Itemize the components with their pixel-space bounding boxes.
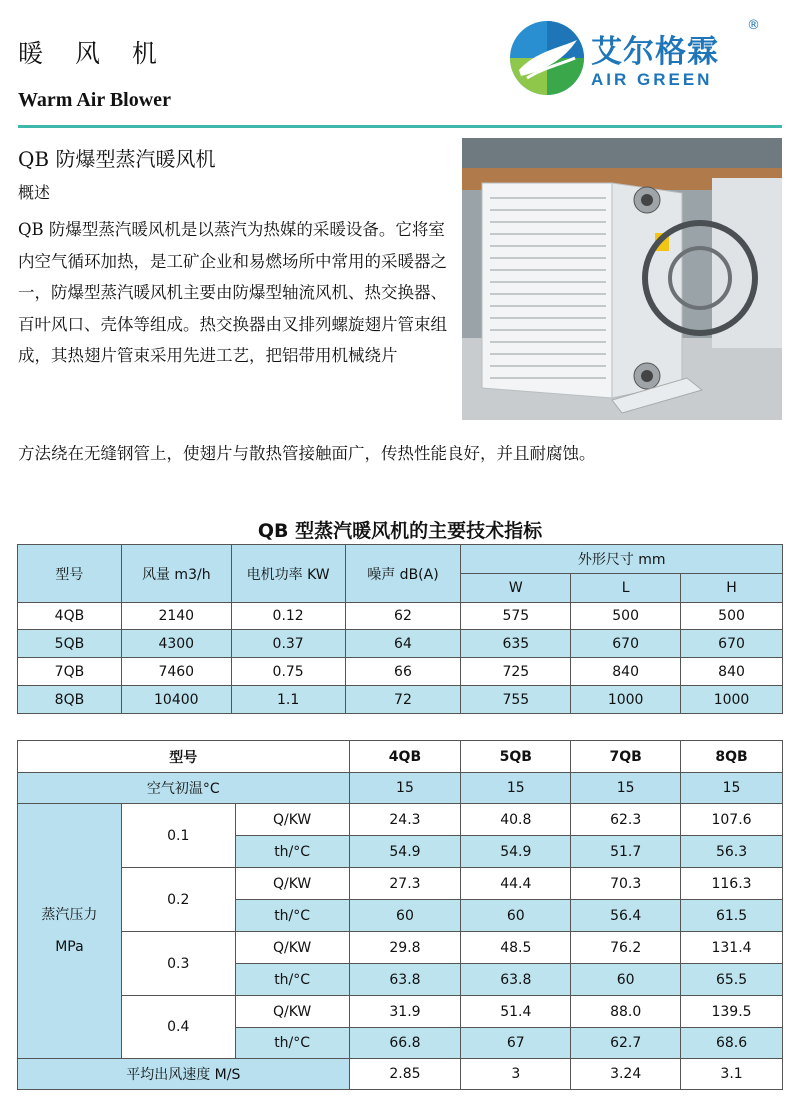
- q-label: Q/KW: [235, 996, 349, 1028]
- cell-l: 500: [571, 603, 681, 630]
- init-temp-label: 空气初温°C: [18, 773, 350, 804]
- q-value: 131.4: [681, 932, 783, 964]
- cell-power: 1.1: [231, 686, 345, 714]
- table-row: [18, 686, 783, 714]
- col-h: H: [681, 574, 783, 603]
- th-value: 68.6: [681, 1028, 783, 1059]
- th-value: 63.8: [461, 964, 571, 996]
- cell-power: 0.75: [231, 658, 345, 686]
- brand-logo: [507, 16, 779, 102]
- col-dims: 外形尺寸 mm: [461, 545, 783, 574]
- col-noise: 噪声 dB(A): [345, 545, 461, 603]
- page-title-en: Warm Air Blower: [18, 89, 171, 111]
- spec-table: [17, 544, 783, 714]
- cell-power: 0.37: [231, 630, 345, 658]
- th-label: th/°C: [235, 836, 349, 868]
- q-value: 76.2: [571, 932, 681, 964]
- table-row: [18, 868, 783, 900]
- perf-model: 5QB: [461, 741, 571, 773]
- th-value: 66.8: [349, 1028, 461, 1059]
- velocity-value: 3: [461, 1059, 571, 1090]
- logo-text-cn: 艾尔格霖: [591, 34, 719, 70]
- cell-h: 840: [681, 658, 783, 686]
- page-title-cn: 暖 风 机: [18, 39, 169, 68]
- cell-model: 7QB: [18, 658, 122, 686]
- init-temp-value: 15: [681, 773, 783, 804]
- q-value: 139.5: [681, 996, 783, 1028]
- q-value: 70.3: [571, 868, 681, 900]
- table-row: [18, 630, 783, 658]
- product-description-tail: 方法绕在无缝钢管上，使翅片与散热管接触面广，传热性能良好，并且耐腐蚀。: [18, 444, 596, 463]
- perf-model: 8QB: [681, 741, 783, 773]
- cell-l: 840: [571, 658, 681, 686]
- pressure-value: 0.1: [121, 804, 235, 868]
- q-value: 51.4: [461, 996, 571, 1028]
- pressure-value: 0.3: [121, 932, 235, 996]
- logo-text-en: AIR GREEN: [591, 70, 713, 89]
- steam-label: 蒸汽压力: [41, 907, 98, 923]
- th-value: 60: [461, 900, 571, 932]
- th-value: 65.5: [681, 964, 783, 996]
- cell-airflow: 7460: [121, 658, 231, 686]
- steam-pressure-label: [18, 804, 122, 1059]
- th-value: 51.7: [571, 836, 681, 868]
- th-value: 54.9: [461, 836, 571, 868]
- cell-w: 725: [461, 658, 571, 686]
- table-row: [18, 804, 783, 836]
- q-value: 62.3: [571, 804, 681, 836]
- cell-w: 755: [461, 686, 571, 714]
- col-w: W: [461, 574, 571, 603]
- q-value: 29.8: [349, 932, 461, 964]
- q-label: Q/KW: [235, 932, 349, 964]
- col-airflow: 风量 m3/h: [121, 545, 231, 603]
- th-label: th/°C: [235, 964, 349, 996]
- q-value: 116.3: [681, 868, 783, 900]
- q-value: 24.3: [349, 804, 461, 836]
- q-value: 107.6: [681, 804, 783, 836]
- product-photo: [462, 138, 782, 420]
- init-temp-value: 15: [571, 773, 681, 804]
- velocity-value: 2.85: [349, 1059, 461, 1090]
- registered-mark: ®: [747, 18, 760, 33]
- header-divider: [18, 125, 782, 128]
- th-value: 60: [571, 964, 681, 996]
- init-temp-value: 15: [349, 773, 461, 804]
- cell-noise: 72: [345, 686, 461, 714]
- cell-l: 670: [571, 630, 681, 658]
- cell-noise: 66: [345, 658, 461, 686]
- perf-model: 4QB: [349, 741, 461, 773]
- product-description: QB 防爆型蒸汽暖风机是以蒸汽为热媒的采暖设备。它将室内空气循环加热，是工矿企业和易燃场所中常用的采暖器之一，防爆型蒸汽暖风机主要由防爆型轴流风机、热交换器、百叶风口、壳体等组成。热交换器由叉排列螺旋翅片管束组成，其热翅片管束采用先进工艺，把铝带用机械绕片: [18, 220, 447, 365]
- velocity-value: 3.1: [681, 1059, 783, 1090]
- q-value: 27.3: [349, 868, 461, 900]
- pressure-value: 0.2: [121, 868, 235, 932]
- cell-model: 8QB: [18, 686, 122, 714]
- cell-model: 4QB: [18, 603, 122, 630]
- cell-airflow: 10400: [121, 686, 231, 714]
- pressure-value: 0.4: [121, 996, 235, 1059]
- logo-globe-icon: [507, 18, 587, 98]
- q-label: Q/KW: [235, 868, 349, 900]
- cell-airflow: 4300: [121, 630, 231, 658]
- cell-model: 5QB: [18, 630, 122, 658]
- cell-w: 575: [461, 603, 571, 630]
- perf-model: 7QB: [571, 741, 681, 773]
- q-value: 31.9: [349, 996, 461, 1028]
- th-label: th/°C: [235, 900, 349, 932]
- cell-power: 0.12: [231, 603, 345, 630]
- table-row: [18, 1059, 783, 1090]
- steam-unit: MPa: [55, 939, 84, 955]
- q-value: 44.4: [461, 868, 571, 900]
- init-temp-value: 15: [461, 773, 571, 804]
- table-row: [18, 603, 783, 630]
- th-value: 63.8: [349, 964, 461, 996]
- col-power: 电机功率 KW: [231, 545, 345, 603]
- cell-noise: 64: [345, 630, 461, 658]
- table-row: [18, 996, 783, 1028]
- q-value: 48.5: [461, 932, 571, 964]
- col-model: 型号: [18, 545, 122, 603]
- q-label: Q/KW: [235, 804, 349, 836]
- table-row: [18, 658, 783, 686]
- th-label: th/°C: [235, 1028, 349, 1059]
- th-value: 61.5: [681, 900, 783, 932]
- product-title: QB 防爆型蒸汽暖风机: [18, 147, 216, 171]
- cell-l: 1000: [571, 686, 681, 714]
- q-value: 40.8: [461, 804, 571, 836]
- spec-table-title: QB 型蒸汽暖风机的主要技术指标: [257, 520, 543, 542]
- cell-h: 1000: [681, 686, 783, 714]
- cell-noise: 62: [345, 603, 461, 630]
- overview-label: 概述: [18, 183, 51, 202]
- velocity-label: 平均出风速度 M/S: [18, 1059, 350, 1090]
- cell-h: 670: [681, 630, 783, 658]
- col-l: L: [571, 574, 681, 603]
- th-value: 60: [349, 900, 461, 932]
- th-value: 56.3: [681, 836, 783, 868]
- th-value: 62.7: [571, 1028, 681, 1059]
- table-row: [18, 932, 783, 964]
- th-value: 67: [461, 1028, 571, 1059]
- perf-model-label: 型号: [18, 741, 350, 773]
- velocity-value: 3.24: [571, 1059, 681, 1090]
- performance-table: [17, 740, 783, 1090]
- th-value: 56.4: [571, 900, 681, 932]
- q-value: 88.0: [571, 996, 681, 1028]
- cell-airflow: 2140: [121, 603, 231, 630]
- cell-w: 635: [461, 630, 571, 658]
- cell-h: 500: [681, 603, 783, 630]
- th-value: 54.9: [349, 836, 461, 868]
